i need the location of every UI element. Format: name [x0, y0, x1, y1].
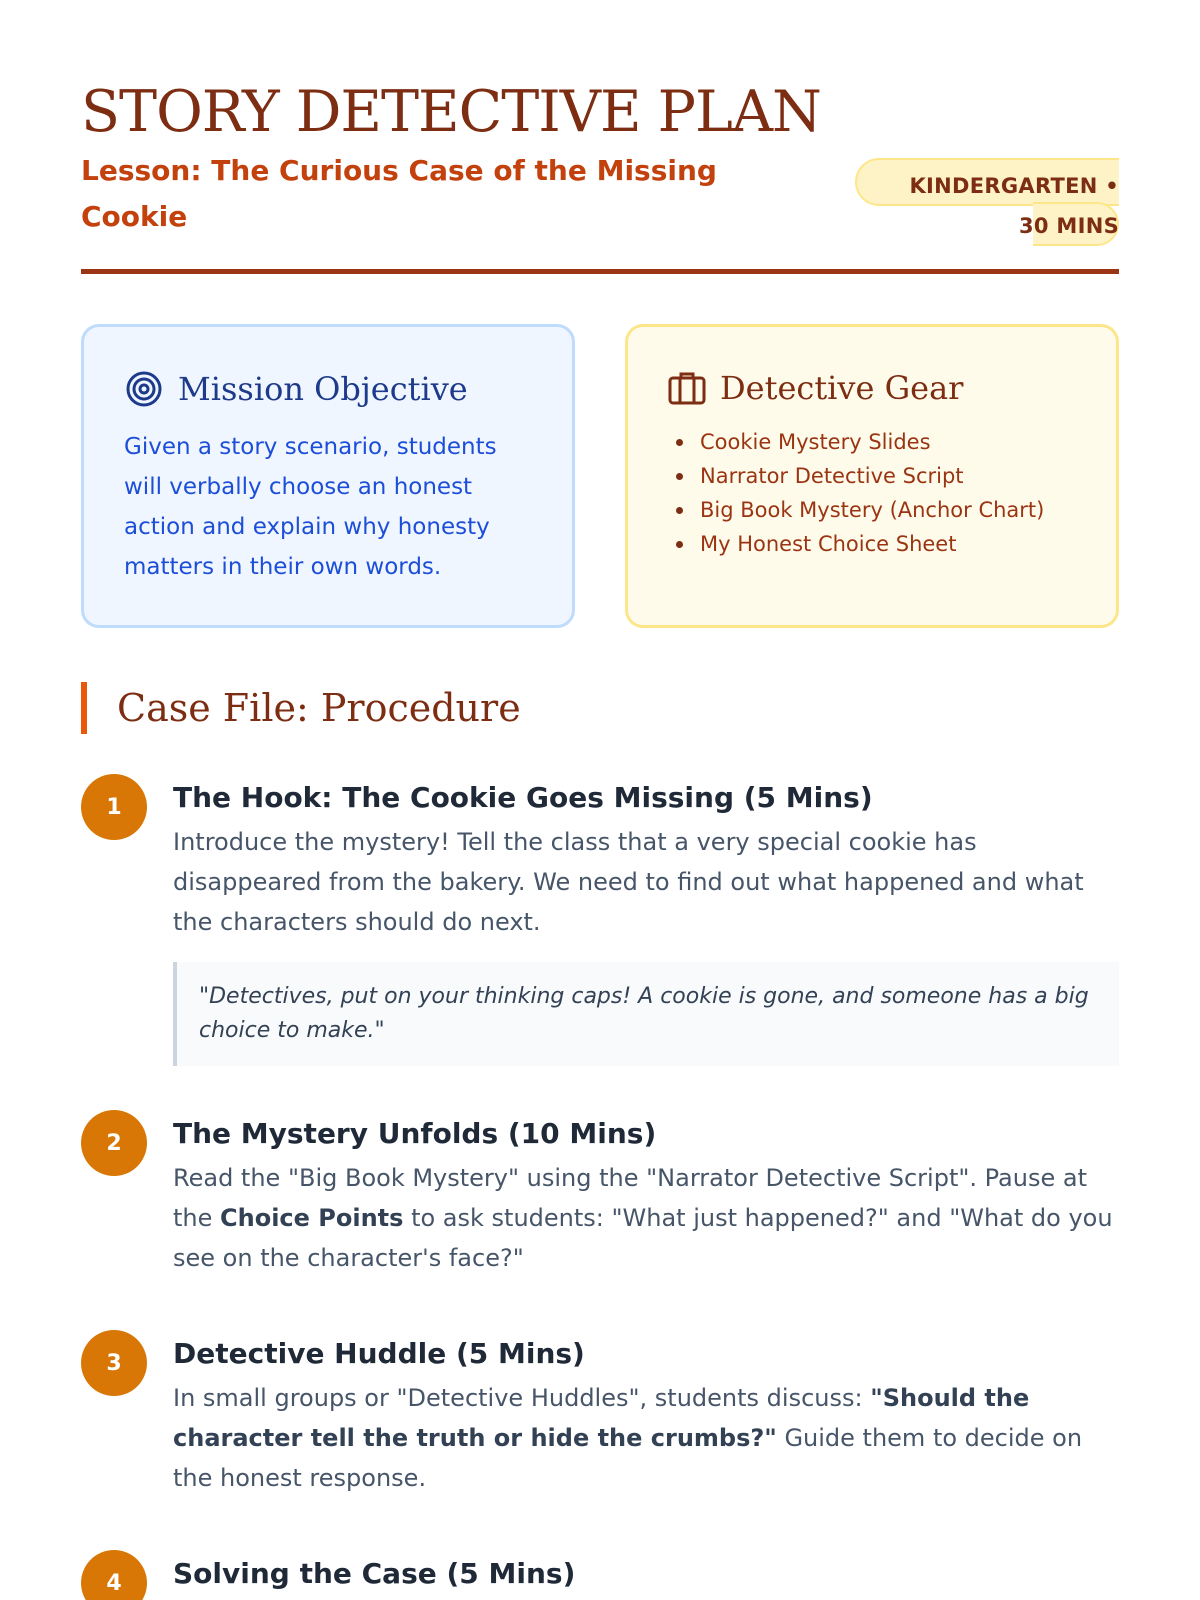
step-number: 3	[81, 1330, 147, 1396]
procedure-step	[81, 778, 1119, 1066]
step-text: In small groups or "Detective Huddles", students discuss: "Should the character tell the truth or hide the crumbs?" Guide them to decide on the honest response.	[173, 1384, 1083, 1492]
step-text: Read the "Big Book Mystery" using the "Narrator Detective Script". Pause at the Choice Points to ask students: "What just happened?" and "What do you see on the character's face?"	[173, 1164, 1113, 1272]
gear-item: My Honest Choice Sheet	[668, 527, 1076, 561]
objective-title: Mission Objective	[178, 370, 468, 408]
summary-cards	[81, 324, 1119, 628]
briefcase-icon	[668, 370, 706, 406]
step-number: 4	[81, 1550, 147, 1600]
procedure-heading	[81, 682, 1119, 734]
step-number: 2	[81, 1110, 147, 1176]
step-title: The Mystery Unfolds (10 Mins)	[173, 1117, 657, 1150]
objective-text: Given a story scenario, students will verbally choose an honest action and explain why honesty matters in their own words.	[124, 434, 497, 580]
target-icon	[124, 369, 164, 409]
step-title: Detective Huddle (5 Mins)	[173, 1337, 585, 1370]
grade-duration-badge	[855, 158, 1119, 246]
step-number: 1	[81, 774, 147, 840]
detective-gear-card	[625, 324, 1119, 628]
step-emphasis: Choice Points	[220, 1204, 404, 1232]
procedure-steps	[81, 778, 1119, 1600]
step-title: The Hook: The Cookie Goes Missing (5 Mins)	[173, 781, 873, 814]
procedure-step	[81, 1114, 1119, 1278]
gear-title: Detective Gear	[720, 369, 964, 407]
gear-item: Cookie Mystery Slides	[668, 425, 1076, 459]
step-title: Solving the Case (5 Mins)	[173, 1557, 576, 1590]
gear-item: Big Book Mystery (Anchor Chart)	[668, 493, 1076, 527]
page-header	[81, 0, 1119, 274]
procedure-step	[81, 1334, 1119, 1498]
gear-list	[668, 425, 1076, 561]
procedure-step	[81, 1554, 1119, 1600]
step-emphasis: "Should the character tell the truth or hide the crumbs?"	[173, 1384, 1030, 1452]
step-text: Introduce the mystery! Tell the class that a very special cookie has disappeared from the bakery. We need to find out what happened and what the characters should do next.	[173, 828, 1084, 936]
procedure-title: Case File: Procedure	[117, 686, 521, 730]
mission-objective-card	[81, 324, 575, 628]
gear-item: Narrator Detective Script	[668, 459, 1076, 493]
step-quote: "Detectives, put on your thinking caps! A cookie is gone, and someone has a big choice to make."	[173, 962, 1119, 1066]
page-title: STORY DETECTIVE PLAN	[81, 79, 821, 145]
lesson-subtitle: Lesson: The Curious Case of the Missing Cookie	[81, 154, 717, 234]
badge-label: KINDERGARTEN • 30 MINS	[909, 174, 1119, 238]
